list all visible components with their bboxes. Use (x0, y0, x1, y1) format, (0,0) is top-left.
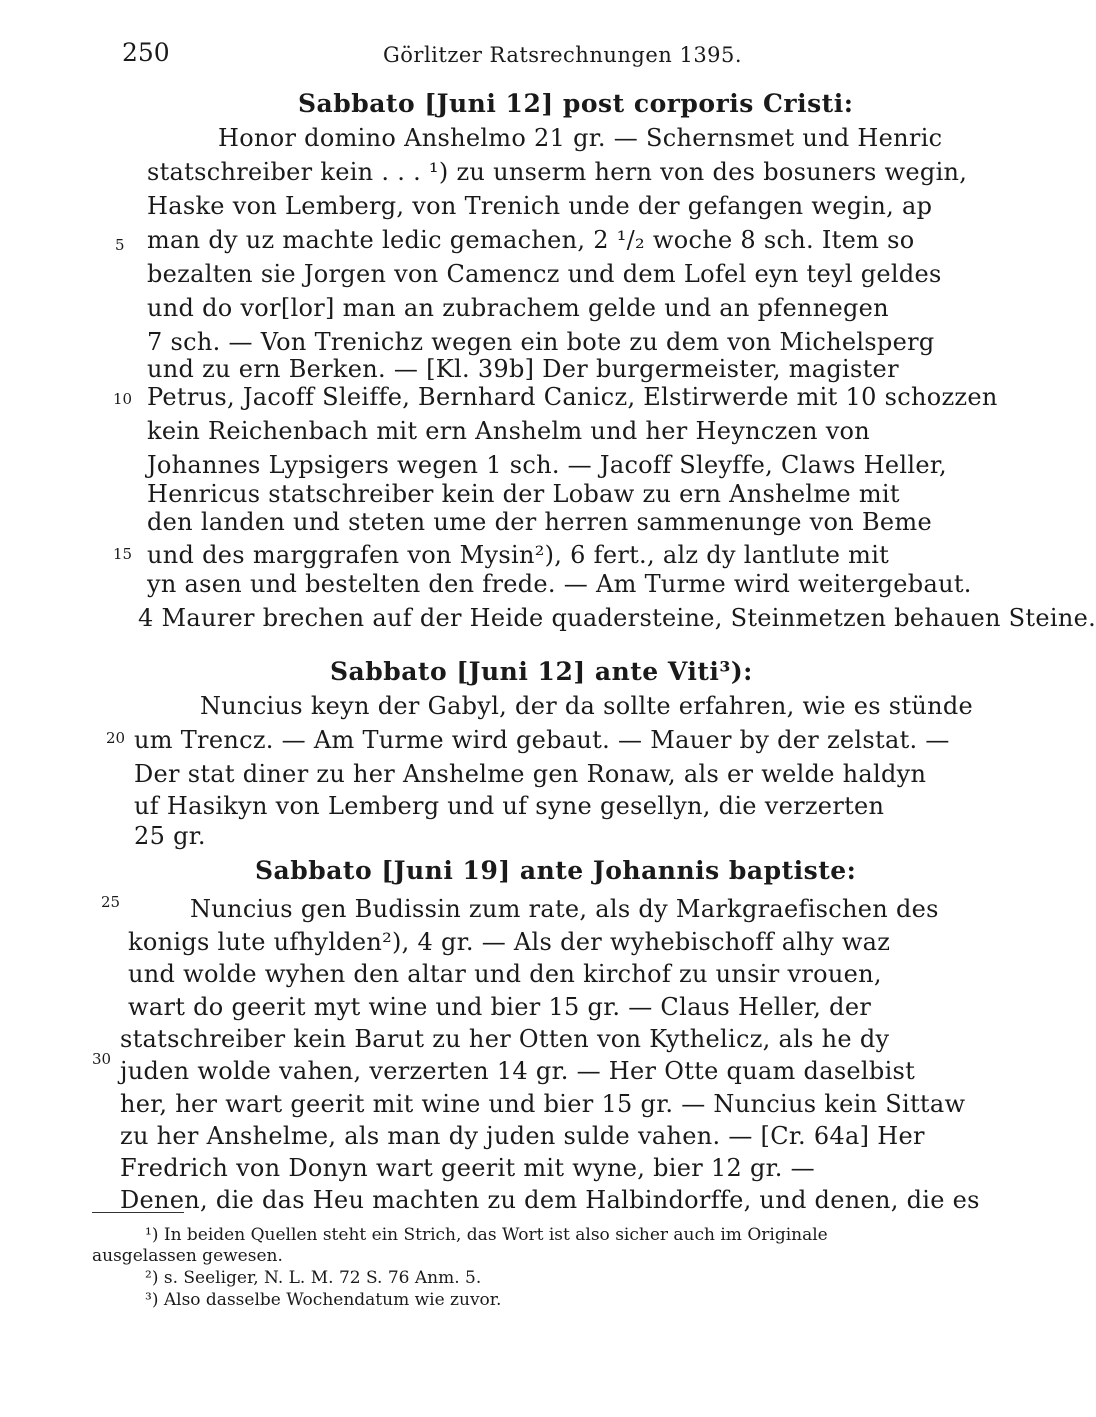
line-number: 25 (101, 893, 121, 911)
text-line: Fredrich von Donyn wart geerit mit wyne, bier 12 gr. — (120, 1154, 815, 1182)
text-line: Der stat diner zu her Anshelme gen Ronaw, als er welde haldyn (134, 760, 927, 788)
text-line: statschreiber kein Barut zu her Otten von Kythelicz, als he dy (120, 1025, 890, 1053)
text-line: juden wolde vahen, verzerten 14 gr. — Her Otte quam daselbist (120, 1057, 916, 1085)
footnote: ³) Also dasselbe Wochendatum wie zuvor. (145, 1290, 502, 1310)
running-title: Görlitzer Ratsrechnungen 1395. (383, 43, 743, 67)
line-number: 30 (92, 1050, 112, 1068)
text-line: und wolde wyhen den altar und den kirchof zu unsir vrouen, (128, 960, 882, 988)
text-line: bezalten sie Jorgen von Camencz und dem Lofel eyn teyl geldes (147, 260, 942, 288)
text-line: her, her wart geerit mit wine und bier 15 gr. — Nuncius kein Sittaw (120, 1090, 966, 1118)
text-line: wart do geerit myt wine und bier 15 gr. — Claus Heller, der (128, 993, 872, 1021)
text-line: Denen, die das Heu machten zu dem Halbindorffe, und denen, die es (120, 1186, 980, 1214)
text-line: 25 gr. (134, 822, 206, 850)
line-number: 20 (106, 729, 126, 747)
text-line: Honor domino Anshelmo 21 gr. — Schernsmet und Henric (218, 124, 943, 152)
text-line: zu her Anshelme, als man dy juden sulde vahen. — [Cr. 64a] Her (120, 1122, 925, 1150)
footnote-separator (92, 1212, 184, 1213)
text-line: kein Reichenbach mit ern Anshelm und her Heynczen von (147, 417, 871, 445)
text-line: Haske von Lemberg, von Trenich unde der gefangen wegin, ap (147, 192, 933, 220)
text-line: um Trencz. — Am Turme wird gebaut. — Mauer by der zelstat. — (134, 726, 950, 754)
text-line: Nuncius keyn der Gabyl, der da sollte erfahren, wie es stünde (200, 692, 974, 720)
footnote: ausgelassen gewesen. (92, 1246, 283, 1266)
page-number: 250 (122, 38, 170, 67)
section-heading: Sabbato [Juni 12] ante Viti³): (330, 657, 753, 686)
text-line: uf Hasikyn von Lemberg und uf syne gesellyn, die verzerten (134, 792, 885, 820)
text-line: yn asen und bestelten den frede. — Am Turme wird weitergebaut. (147, 570, 972, 598)
line-number: 10 (113, 390, 133, 408)
text-line: und des marggrafen von Mysin²), 6 fert., alz dy lantlute mit (147, 541, 890, 569)
text-line: den landen und steten ume der herren sammenunge von Beme (147, 508, 932, 536)
line-number: 15 (113, 545, 133, 563)
text-line: Petrus, Jacoff Sleiffe, Bernhard Canicz, Elstirwerde mit 10 schozzen (147, 383, 998, 411)
text-line: konigs lute ufhylden²), 4 gr. — Als der wyhebischoff alhy waz (128, 928, 891, 956)
text-line: Henricus statschreiber kein der Lobaw zu ern Anshelme mit (147, 480, 900, 508)
text-line: statschreiber kein . . . ¹) zu unserm hern von des bosuners wegin, (147, 158, 968, 186)
section-heading: Sabbato [Juni 12] post corporis Cristi: (298, 89, 854, 118)
text-line: Johannes Lypsigers wegen 1 sch. — Jacoff Sleyffe, Claws Heller, (147, 451, 947, 479)
footnote: ²) s. Seeliger, N. L. M. 72 S. 76 Anm. 5. (145, 1268, 482, 1288)
text-line: und zu ern Berken. — [Kl. 39b] Der burgermeister, magister (147, 355, 899, 383)
section-heading: Sabbato [Juni 19] ante Johannis baptiste: (255, 856, 857, 885)
text-line: und do vor[lor] man an zubrachem gelde und an pfennegen (147, 294, 889, 322)
line-number: 5 (115, 236, 125, 254)
text-line: 7 sch. — Von Trenichz wegen ein bote zu dem von Michelsperg (147, 328, 935, 356)
footnote: ¹) In beiden Quellen steht ein Strich, das Wort ist also sicher auch im Originale (145, 1225, 828, 1245)
text-line: man dy uz machte ledic gemachen, 2 ¹/₂ woche 8 sch. Item so (147, 226, 915, 254)
page-header (0, 38, 960, 78)
text-line: Nuncius gen Budissin zum rate, als dy Markgraefischen des (190, 895, 939, 923)
text-line: 4 Maurer brechen auf der Heide quadersteine, Steinmetzen behauen Steine. (138, 604, 1096, 632)
